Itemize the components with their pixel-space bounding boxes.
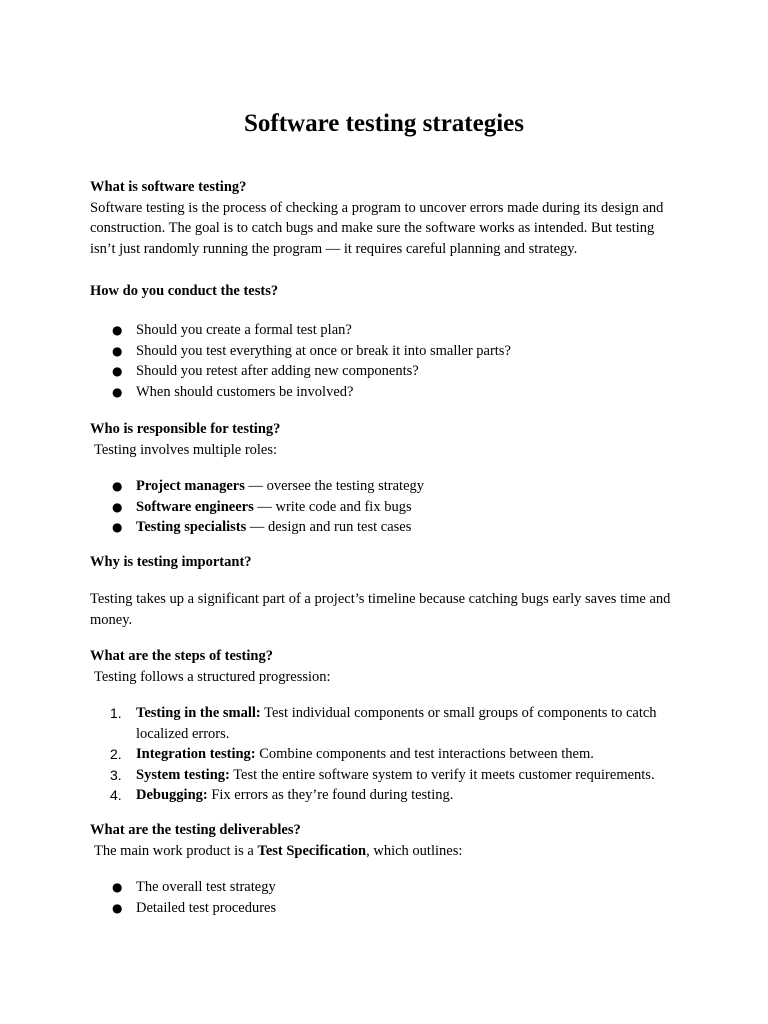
list-item: 4. Debugging: Fix errors as they’re found during testing. bbox=[90, 785, 690, 806]
section-steps bbox=[90, 646, 690, 687]
bullet-icon: ● bbox=[112, 364, 123, 379]
section-heading: Why is testing important? bbox=[90, 554, 252, 570]
step-term: Debugging: bbox=[136, 787, 208, 804]
deliverables-list bbox=[90, 877, 690, 918]
bullet-icon: ● bbox=[112, 900, 123, 915]
bullet-icon: ● bbox=[112, 384, 123, 399]
section-heading: What are the steps of testing? bbox=[90, 648, 273, 664]
section-intro: Testing follows a structured progression: bbox=[94, 668, 331, 685]
section-heading: Who is responsible for testing? bbox=[90, 421, 281, 437]
section-who-responsible bbox=[90, 419, 690, 460]
role-term: Software engineers bbox=[136, 498, 254, 515]
section-how-conduct bbox=[90, 281, 690, 302]
step-number: 1. bbox=[110, 705, 122, 721]
role-term: Project managers bbox=[136, 478, 245, 494]
role-term: Testing specialists bbox=[136, 519, 247, 536]
bullet-icon: ● bbox=[112, 323, 123, 337]
list-item: ● Detailed test procedures bbox=[90, 898, 690, 919]
list-item: ● Testing specialists — design and run test cases bbox=[90, 517, 690, 538]
document-title: Software testing strategies bbox=[243, 110, 525, 137]
step-term: Testing in the small: bbox=[136, 705, 261, 721]
list-item: ● Should you create a formal test plan? bbox=[90, 320, 690, 341]
step-number: 2. bbox=[110, 746, 122, 763]
list-item: 3. System testing: Test the entire software system to verify it meets customer requirements. bbox=[90, 765, 690, 786]
step-number: 3. bbox=[110, 766, 122, 783]
section-what-is-testing bbox=[90, 177, 690, 259]
section-intro: The main work product is a Test Specification, which outlines: bbox=[94, 842, 463, 859]
list-item: ● When should customers be involved? bbox=[90, 382, 690, 403]
section-heading: What are the testing deliverables? bbox=[90, 822, 301, 838]
section-deliverables bbox=[90, 820, 690, 861]
section-body: Software testing is the process of checking a program to uncover errors made during its design and construction. The goal is to catch bugs and make sure the software works as intended. But testing isn’t just randomly running the program — it requires careful planning and strategy. bbox=[90, 199, 664, 257]
section-heading: What is software testing? bbox=[90, 179, 247, 195]
bullet-icon: ● bbox=[112, 343, 123, 358]
bullet-icon: ● bbox=[112, 479, 123, 493]
section-body: Testing takes up a significant part of a project’s timeline because catching bugs early saves time and money. bbox=[90, 591, 671, 628]
roles-list bbox=[90, 476, 690, 538]
step-term: System testing: bbox=[136, 766, 230, 783]
list-item: ● The overall test strategy bbox=[90, 877, 690, 898]
list-item: ● Software engineers — write code and fix bugs bbox=[90, 497, 690, 518]
bullet-icon: ● bbox=[112, 499, 123, 514]
test-specification-term: Test Specification bbox=[257, 842, 367, 859]
section-why-body bbox=[90, 589, 690, 630]
step-number: 4. bbox=[110, 787, 122, 804]
step-term: Integration testing: bbox=[136, 746, 256, 763]
bullet-icon: ● bbox=[112, 880, 123, 894]
steps-list bbox=[90, 703, 690, 806]
section-intro: Testing involves multiple roles: bbox=[94, 441, 278, 458]
list-item: 1. Testing in the small: Test individual components or small groups of components to catch localized errors. bbox=[110, 705, 657, 742]
list-item: ● Should you test everything at once or break it into smaller parts? bbox=[90, 341, 690, 362]
list-item: ● Project managers — oversee the testing strategy bbox=[90, 476, 690, 497]
bullet-icon: ● bbox=[112, 520, 123, 535]
section-heading: How do you conduct the tests? bbox=[90, 283, 279, 299]
list-item: ● Should you retest after adding new components? bbox=[90, 361, 690, 382]
how-question-list bbox=[90, 320, 690, 402]
list-item: 2. Integration testing: Combine components and test interactions between them. bbox=[90, 744, 690, 765]
section-why-important bbox=[90, 552, 690, 573]
